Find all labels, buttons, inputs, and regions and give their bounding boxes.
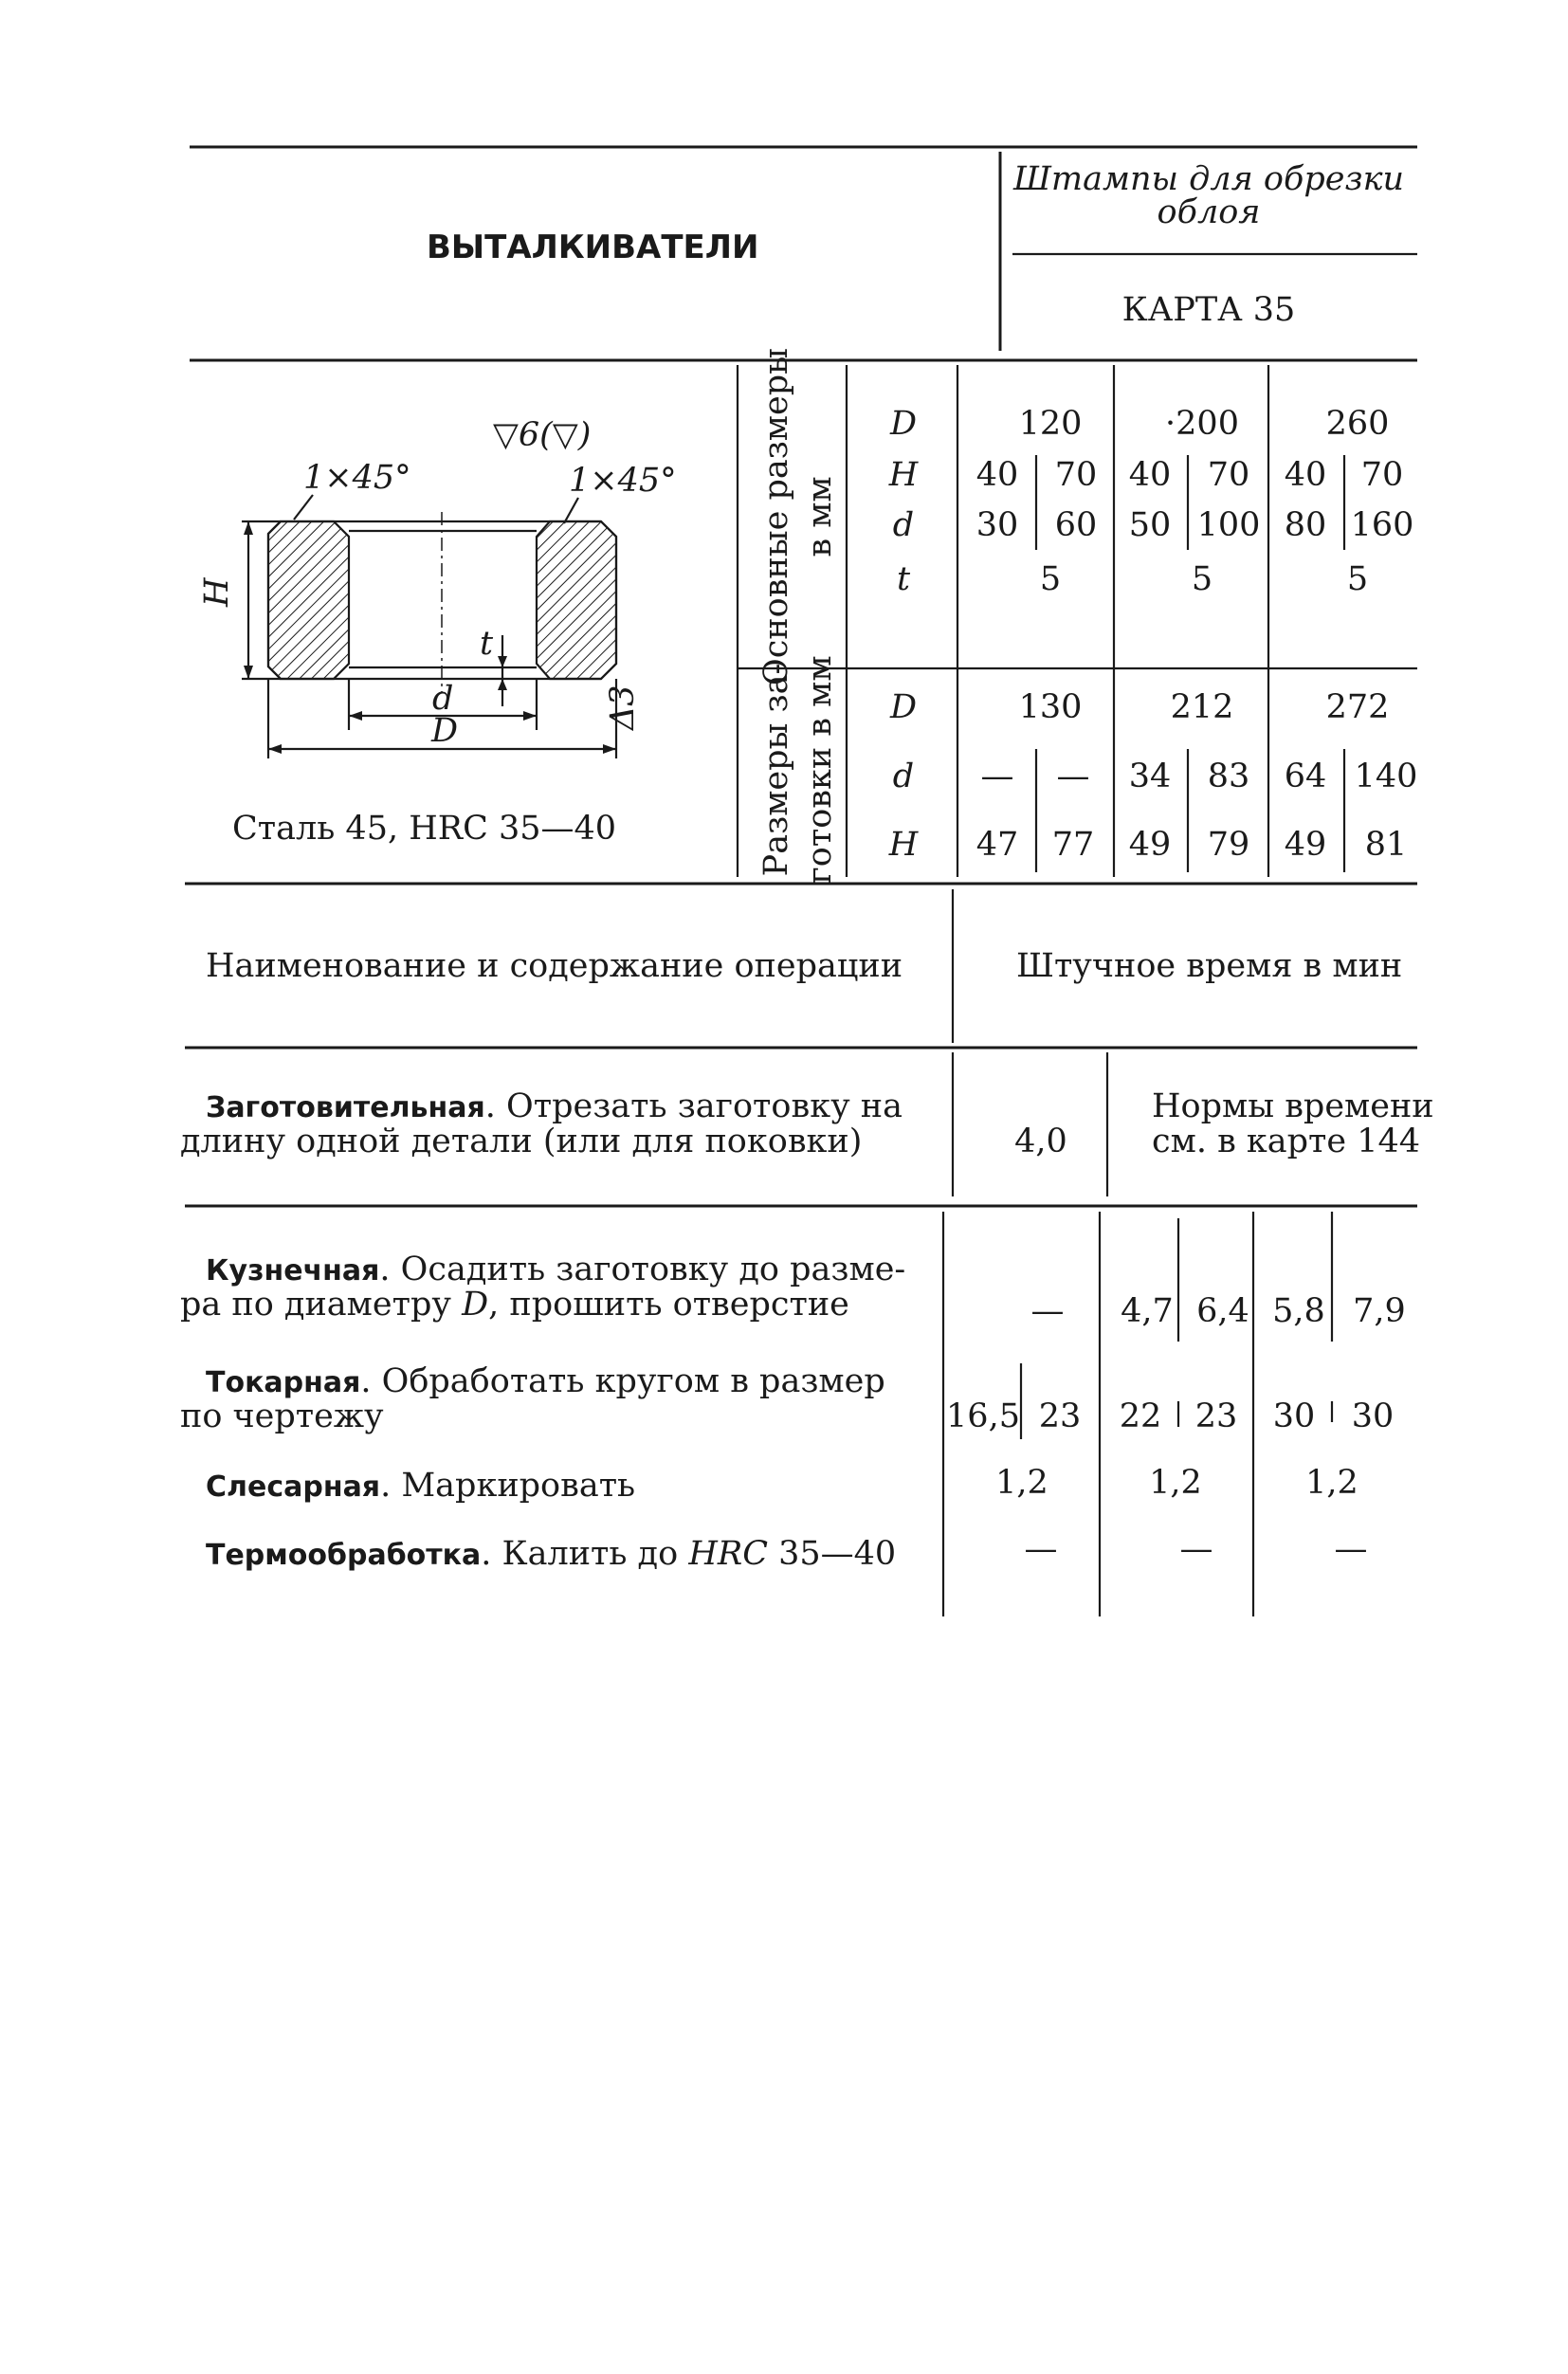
term-time-1: — — [1024, 1530, 1058, 1568]
kuz-line-2 — [180, 1286, 849, 1324]
term-text-1: . Калить до — [481, 1535, 689, 1573]
delta-label: Δ3 — [604, 685, 642, 730]
kuz-time-2: 4,7 — [1121, 1292, 1174, 1330]
kuz-text-2c: , прошить отверстие — [488, 1286, 849, 1324]
blank-d-4: 83 — [1207, 758, 1250, 795]
main-H-1: 40 — [975, 456, 1019, 494]
sym-blank-D: D — [889, 688, 918, 726]
chamfer-right-label: 1×45° — [569, 462, 677, 500]
tok-time-6: 30 — [1351, 1397, 1395, 1435]
sles-text-1: . Маркировать — [380, 1467, 636, 1505]
sym-main-H: H — [888, 456, 919, 494]
kuz-time-5: 7,9 — [1353, 1292, 1406, 1330]
term-text-3: 35—40 — [767, 1535, 897, 1573]
kuz-time-3: 6,4 — [1196, 1292, 1249, 1330]
right-section-hatch — [537, 521, 616, 679]
dim-H-label: H — [198, 577, 236, 607]
kuz-text-1: . Осадить заготовку до разме- — [379, 1251, 906, 1288]
sles-time-1: 1,2 — [995, 1464, 1048, 1502]
ops-header-time: Штучное время в мин — [1016, 947, 1403, 985]
blank-D-2: 212 — [1170, 688, 1234, 726]
tok-line-1 — [206, 1362, 885, 1400]
kuz-time-4: 5,8 — [1272, 1292, 1325, 1330]
kuz-name: Кузнечная — [206, 1254, 380, 1287]
zag-time: 4,0 — [1014, 1123, 1067, 1160]
blank-D-1: 130 — [1018, 688, 1083, 726]
main-H-2: 70 — [1054, 456, 1098, 494]
kuz-text-2b: D — [462, 1286, 489, 1324]
sym-blank-d: d — [892, 758, 915, 795]
blank-dims-label-1: Размеры за- — [757, 663, 795, 877]
main-d-5: 80 — [1284, 506, 1327, 544]
blank-d-1: — — [980, 758, 1014, 795]
main-t-1: 5 — [1039, 560, 1062, 598]
roughness-symbol: ▽6(▽) — [493, 416, 592, 454]
page-title: ВЫТАЛКИВАТЕЛИ — [427, 228, 759, 266]
zag-line-1 — [206, 1087, 903, 1125]
header — [190, 147, 1417, 360]
main-d-6: 160 — [1350, 506, 1414, 544]
chamfer-left-leader — [294, 495, 313, 520]
kuz-text-2a: ра по диаметру — [180, 1286, 463, 1324]
blank-dims-label-2: готовки в мм — [801, 655, 839, 885]
left-section-hatch — [268, 521, 349, 679]
blank-H-4: 79 — [1207, 826, 1250, 864]
tok-time-5: 30 — [1272, 1397, 1316, 1435]
sym-blank-H: H — [888, 826, 919, 864]
chamfer-left-label: 1×45° — [303, 459, 411, 497]
blank-H-2: 77 — [1051, 826, 1095, 864]
zag-name: Заготовительная — [206, 1091, 485, 1124]
main-d-2: 60 — [1054, 506, 1098, 544]
term-text-2: HRC — [688, 1535, 768, 1573]
main-D-2: ·200 — [1165, 405, 1239, 443]
tok-name: Токарная — [206, 1366, 361, 1399]
zag-note-2: см. в карте 144 — [1152, 1123, 1421, 1160]
main-D-3: 260 — [1325, 405, 1390, 443]
term-time-2: — — [1179, 1530, 1213, 1568]
zag-text-1: . Отрезать заготовку на — [484, 1087, 903, 1125]
main-t-3: 5 — [1346, 560, 1369, 598]
main-H-4: 70 — [1207, 456, 1250, 494]
main-d-1: 30 — [975, 506, 1019, 544]
tok-time-2: 23 — [1038, 1397, 1082, 1435]
blank-H-6: 81 — [1364, 826, 1408, 864]
subtitle-line-1: Штампы для обрезки — [1012, 160, 1405, 198]
sym-main-t: t — [896, 560, 911, 598]
term-time-3: — — [1334, 1530, 1368, 1568]
main-d-3: 50 — [1128, 506, 1172, 544]
ops-header-operation: Наименование и содержание операции — [206, 947, 903, 985]
operation-zagotovitelnaya — [180, 1052, 1434, 1206]
main-d-4: 100 — [1196, 506, 1261, 544]
material-note: Сталь 45, HRC 35—40 — [232, 810, 617, 848]
term-name: Термообработка — [206, 1539, 482, 1572]
tok-time-1: 16,5 — [946, 1397, 1020, 1435]
kuz-line-1 — [206, 1251, 905, 1288]
blank-d-2: — — [1056, 758, 1090, 795]
kuz-time-1: — — [1030, 1292, 1065, 1330]
subtitle-line-2: облоя — [1157, 193, 1261, 231]
blank-d-6: 140 — [1354, 758, 1418, 795]
main-dims-label-2: в мм — [801, 476, 839, 557]
part-drawing — [198, 416, 677, 848]
blank-d-5: 64 — [1284, 758, 1327, 795]
sles-line-1 — [206, 1467, 635, 1505]
sles-time-2: 1,2 — [1149, 1464, 1202, 1502]
dim-D-label: D — [431, 712, 459, 750]
blank-d-3: 34 — [1128, 758, 1172, 795]
zag-note-1: Нормы времени — [1152, 1087, 1434, 1125]
dim-d-label: d — [432, 680, 454, 718]
sles-time-3: 1,2 — [1305, 1464, 1358, 1502]
blank-H-1: 47 — [975, 826, 1019, 864]
blank-H-5: 49 — [1284, 826, 1327, 864]
sym-main-D: D — [889, 405, 918, 443]
main-D-1: 120 — [1018, 405, 1083, 443]
main-H-3: 40 — [1128, 456, 1172, 494]
tok-time-4: 23 — [1194, 1397, 1238, 1435]
operations-body — [180, 1212, 1406, 1616]
main-H-5: 40 — [1284, 456, 1327, 494]
chamfer-right-leader — [564, 498, 578, 523]
tok-time-3: 22 — [1119, 1397, 1162, 1435]
main-dims-label-1: Основные размеры — [757, 348, 795, 685]
sles-name: Слесарная — [206, 1470, 381, 1504]
dim-t-label: t — [480, 625, 494, 663]
operations-header — [185, 884, 1417, 1048]
blank-D-3: 272 — [1325, 688, 1390, 726]
card-label: КАРТА 35 — [1121, 291, 1296, 329]
sym-main-d: d — [892, 506, 915, 544]
zag-text-2: длину одной детали (или для поковки) — [180, 1123, 863, 1160]
term-line-1 — [206, 1535, 896, 1573]
main-t-2: 5 — [1191, 560, 1213, 598]
tok-text-1: . Обработать кругом в размер — [360, 1362, 885, 1400]
tok-text-2: по чертежу — [180, 1397, 384, 1435]
dimensions-table — [738, 348, 1417, 885]
blank-H-3: 49 — [1128, 826, 1172, 864]
main-H-6: 70 — [1360, 456, 1404, 494]
